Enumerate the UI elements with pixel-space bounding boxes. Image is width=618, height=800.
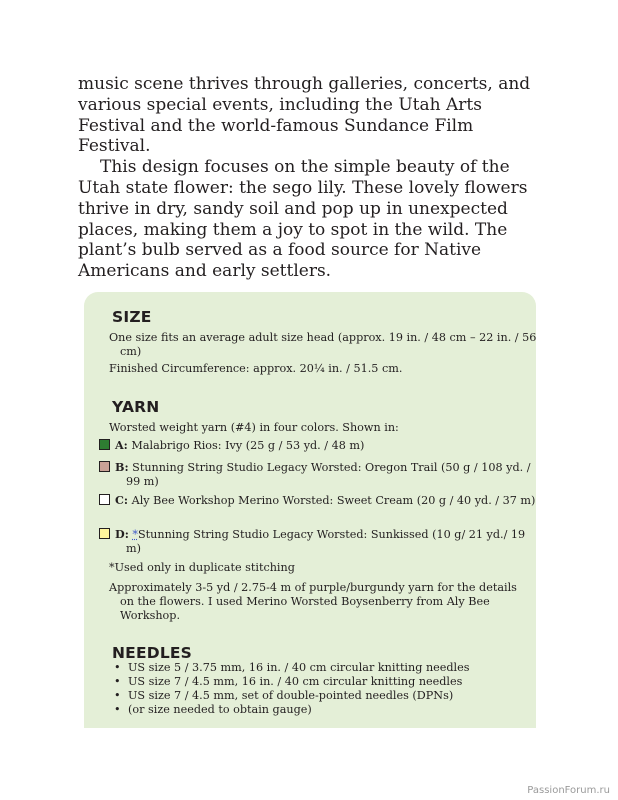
yarn-color-a-text: Malabrigo Rios: Ivy (25 g / 53 yd. / 48 m) xyxy=(131,439,365,452)
needle-item-text: US size 7 / 4.5 mm, set of double-pointed needles (DPNs) xyxy=(128,689,454,702)
yarn-color-a-label: A: xyxy=(115,438,128,452)
yarn-color-a xyxy=(115,438,525,453)
yarn-color-c xyxy=(115,493,536,508)
yarn-footnote: *Used only in duplicate stitching xyxy=(109,561,295,574)
swatch-color-d-icon xyxy=(99,528,110,539)
list-item xyxy=(114,661,524,675)
yarn-color-d-text: Stunning String Studio Legacy Worsted: Sunkissed (10 g/ 21 yd./ 19 m) xyxy=(126,528,526,555)
yarn-color-d-label: D: xyxy=(115,527,129,541)
yarn-heading: YARN xyxy=(112,398,160,416)
bullet-icon: • xyxy=(114,661,121,674)
intro-paragraph-1: music scene thrives through galleries, concerts, and various special events, including the Utah Arts Festival and the world-famous Sundance Film Festival. xyxy=(78,74,531,157)
pattern-info-box xyxy=(84,292,536,728)
bullet-icon: • xyxy=(114,689,121,702)
yarn-color-d xyxy=(115,527,536,556)
yarn-color-c-text: Aly Bee Workshop Merino Worsted: Sweet Cream (20 g / 40 yd. / 37 m) xyxy=(131,494,536,507)
yarn-color-b-text: Stunning String Studio Legacy Worsted: Oregon Trail (50 g / 108 yd. / 99 m) xyxy=(126,461,531,488)
intro-text xyxy=(78,74,548,282)
yarn-extra: Approximately 3-5 yd / 2.75-4 m of purple/burgundy yarn for the details on the flowers. I used Merino Worsted Boysenberry from Aly Bee Workshop. xyxy=(109,581,517,622)
duplicate-stitch-footnote-marker[interactable]: * xyxy=(132,528,138,541)
intro-paragraph-2: This design focuses on the simple beauty of the Utah state flower: the sego lily. These lovely flowers thrive in dry, sandy soil and pop up in unexpected places, making them a joy to spot in the wild. The plant’s bulb served as a food source for Native Americans and early settlers. xyxy=(78,157,528,282)
swatch-color-c-icon xyxy=(99,494,110,505)
bullet-icon: • xyxy=(114,675,121,688)
needle-item-text: US size 5 / 3.75 mm, 16 in. / 40 cm circular knitting needles xyxy=(128,661,470,674)
needle-item-text: US size 7 / 4.5 mm, 16 in. / 40 cm circular knitting needles xyxy=(128,675,463,688)
yarn-intro: Worsted weight yarn (#4) in four colors. Shown in: xyxy=(109,421,399,434)
bullet-icon: • xyxy=(114,703,121,716)
size-heading: SIZE xyxy=(112,308,152,326)
yarn-color-c-label: C: xyxy=(115,493,129,507)
watermark: PassionForum.ru xyxy=(527,785,610,796)
swatch-color-a-icon xyxy=(99,439,110,450)
needle-item-text: (or size needed to obtain gauge) xyxy=(128,703,312,716)
needles-heading: NEEDLES xyxy=(112,644,193,662)
swatch-color-b-icon xyxy=(99,461,110,472)
list-item xyxy=(114,675,524,689)
needles-list xyxy=(114,661,524,717)
yarn-color-b-label: B: xyxy=(115,460,129,474)
size-fit: One size fits an average adult size head (approx. 19 in. / 48 cm – 22 in. / 56 cm) xyxy=(109,331,536,358)
list-item xyxy=(114,703,524,717)
list-item xyxy=(114,689,524,703)
yarn-color-b xyxy=(115,460,536,489)
size-finished: Finished Circumference: approx. 20¼ in. / 51.5 cm. xyxy=(109,362,403,375)
